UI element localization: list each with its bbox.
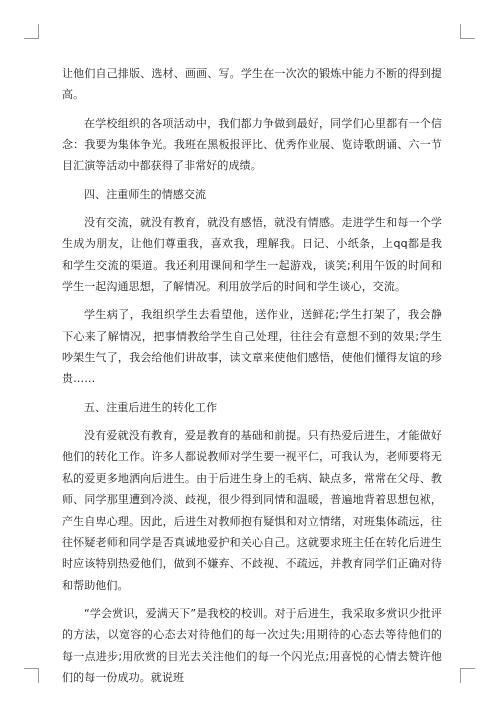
crop-mark-top-left [24, 24, 39, 39]
crop-mark-bottom-right [460, 668, 475, 683]
paragraph-appreciation: “学会赏识，爱满天下”是我校的校训。对于后进生，我采取多赏识少批评的方法，以宽容的心态去对待他们的每一次过失;用期待的心态去等待他们的每一点进步;用欣赏的目光去关注他们的每一个闪光点;用喜悦的心情去赞许他们的每一份成功。就说班 [62, 606, 442, 685]
section-heading-5: 五、注重后进生的转化工作 [84, 400, 218, 414]
paragraph-care: 学生病了，我组织学生去看望他，送作业，送鲜花;学生打架了，我会静下心来了解情况，把事情教给学生自己处理，往往会有意想不到的效果;学生吵架生气了，我会给他们讲故事，读文章来使他们感悟，使他们懂得友谊的珍贵…… [62, 308, 442, 386]
crop-mark-bottom-left [24, 668, 39, 683]
section-heading-4: 四、注重师生的情感交流 [84, 187, 207, 201]
crop-mark-top-right [460, 24, 475, 39]
paragraph-continuation: 让他们自己排版、选材、画画、写。学生在一次次的锻炼中能力不断的得到提高。 [62, 67, 442, 102]
paragraph-communication: 没有交流，就没有教育，就没有感悟，就没有情感。走进学生和每一个学生成为朋友，让他们尊重我，喜欢我，理解我。日记、小纸条，上qq都是我和学生交流的渠道。我还利用课间和学生一起游戏，谈笑;利用午饭的时间和学生一起沟通思想，了解情况。利用放学后的时间和学生谈心，交流。 [62, 215, 442, 294]
paragraph-underachievers: 没有爱就没有教育，爱是教育的基础和前提。只有热爱后进生，才能做好他们的转化工作。许多人都说教师对学生要一视平仁，可我认为，老师要将无私的爱更多地洒向后进生。由于后进生身上的毛病、缺点多，常常在父母、教师、同学那里遭到冷淡、歧视，很少得到同情和温暖，普遍地背着思想包袱，产生自卑心理。因此，后进生对教师抱有疑惧和对立情绪，对班集体疏远，往往怀疑老师和同学是否真诚地爱护和关心自己。这就要求班主任在转化后进生时应该特别热爱他们，做到不嫌弃、不歧视、不疏远，并教育同学们正确对待和帮助他们。 [62, 428, 442, 592]
document-body [62, 63, 442, 689]
paragraph-activities: 在学校组织的各项活动中，我们都力争做到最好，同学们心里都有一个信念：我要为集体争光。我班在黑板报评比、优秀作业展、览诗歌朗诵、六一节目汇演等活动中都获得了非常好的成绩。 [62, 116, 442, 173]
